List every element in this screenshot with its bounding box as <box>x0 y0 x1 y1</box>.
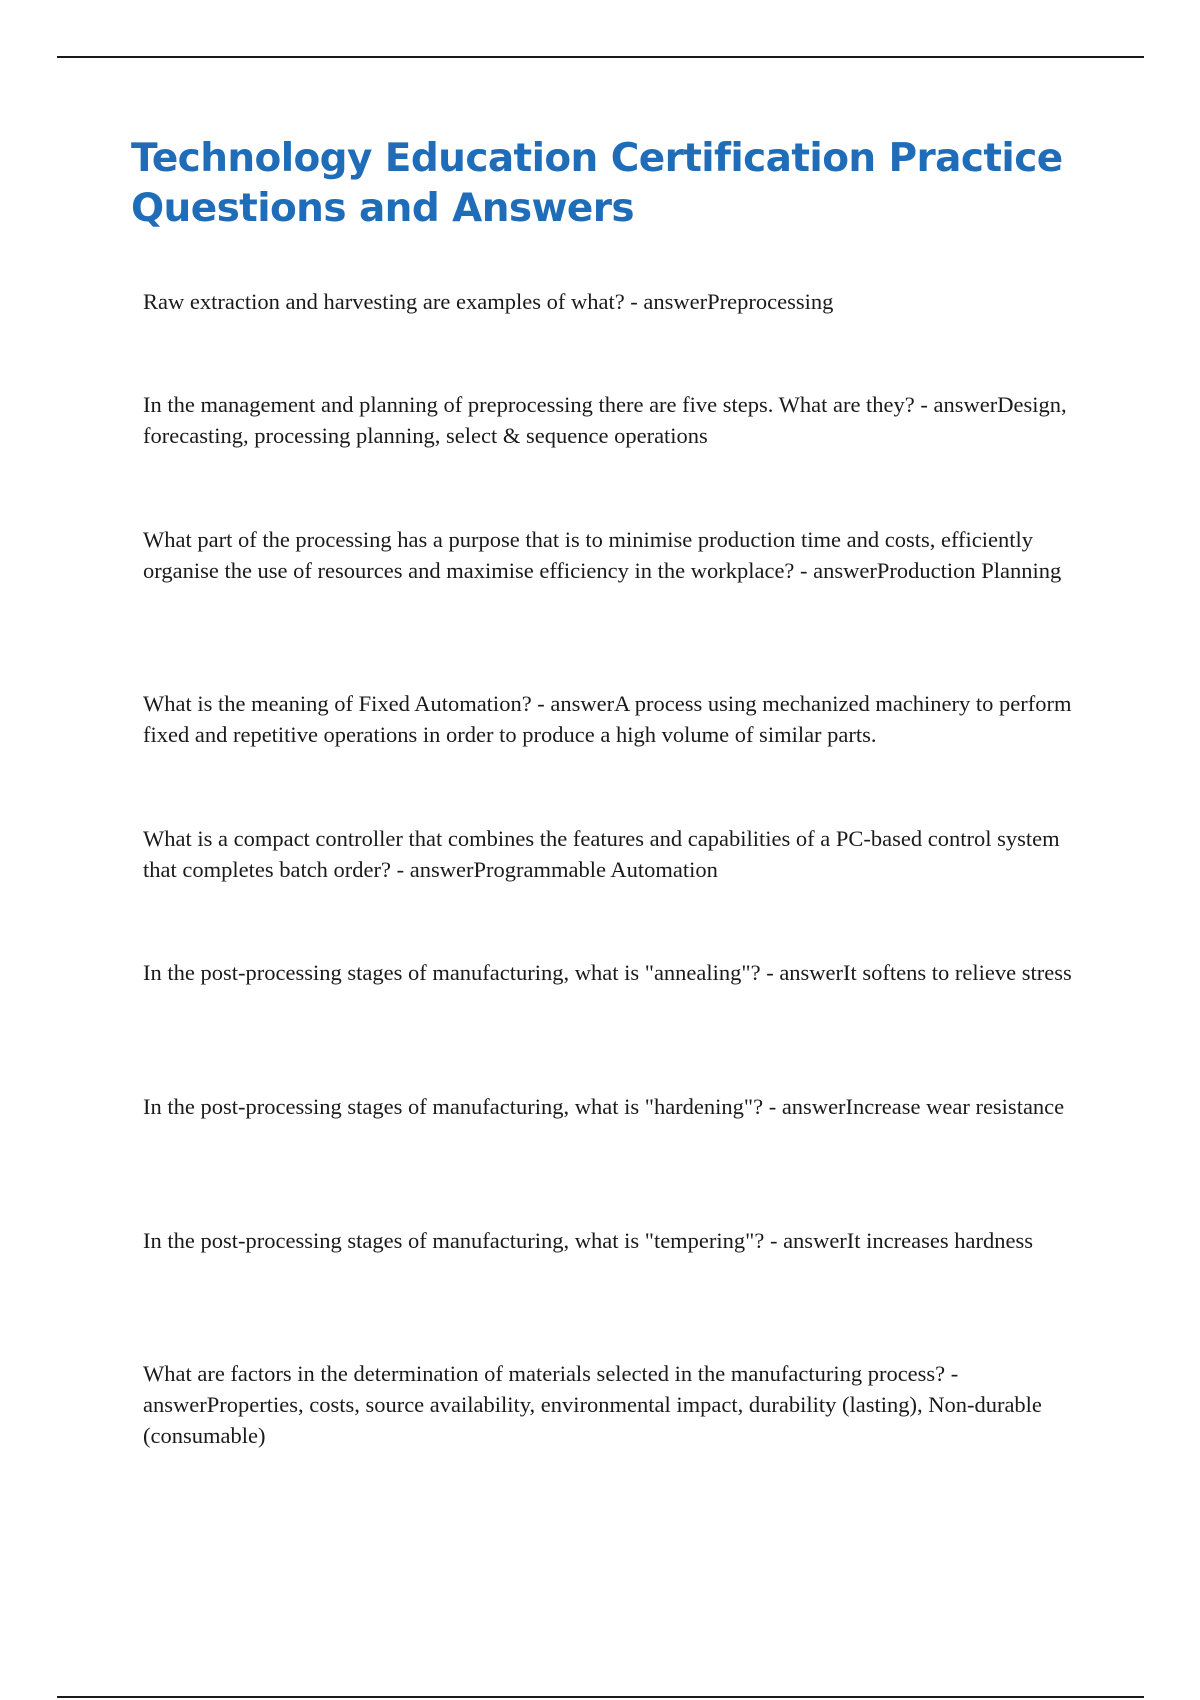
document-title: Technology Education Certification Practice Questions and Answers <box>131 136 1063 231</box>
qa-item: In the post-processing stages of manufacturing, what is "hardening"? - answerIncrease wear resistance <box>143 1094 1065 1119</box>
top-rule <box>57 56 1144 58</box>
qa-item: What is the meaning of Fixed Automation? - answerA process using mechanized machinery to perform fixed and repetitive operations in order to produce a high volume of similar parts. <box>143 691 1072 747</box>
bottom-rule <box>57 1696 1144 1698</box>
qa-item: Raw extraction and harvesting are examples of what? - answerPreprocessing <box>143 289 834 314</box>
qa-item: What are factors in the determination of materials selected in the manufacturing process? - answerProperties, costs, source availability, environmental impact, durability (lasting), Non-durable (consumable) <box>143 1361 1042 1448</box>
qa-item: In the post-processing stages of manufacturing, what is "annealing"? - answerIt softens to relieve stress <box>143 960 1072 985</box>
qa-item: In the post-processing stages of manufacturing, what is "tempering"? - answerIt increases hardness <box>143 1228 1033 1253</box>
qa-item: What is a compact controller that combines the features and capabilities of a PC-based control system that completes batch order? - answerProgrammable Automation <box>143 826 1060 882</box>
qa-item: In the management and planning of preprocessing there are five steps. What are they? - answerDesign, forecasting, processing planning, select & sequence operations <box>143 392 1067 448</box>
qa-item: What part of the processing has a purpose that is to minimise production time and costs, efficiently organise the use of resources and maximise efficiency in the workplace? - answerProduction Planning <box>143 527 1062 583</box>
